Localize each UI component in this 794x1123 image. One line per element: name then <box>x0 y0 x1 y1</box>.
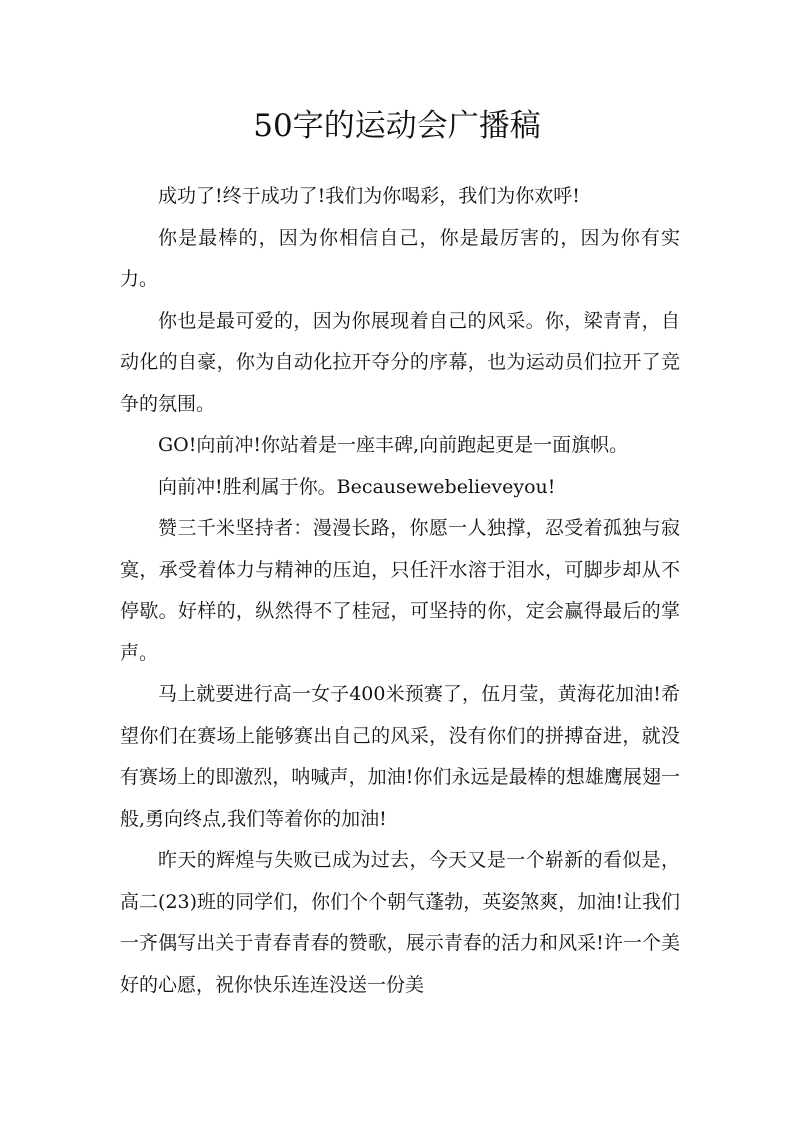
paragraph-3: 你也是最可爱的，因为你展现着自己的风采。你，梁青青，自动化的自豪，你为自动化拉开夺分的序幕，也为运动员们拉开了竞争的氛围。 <box>120 309 680 415</box>
paragraph-5: 向前冲!胜利属于你。Becausewebelieveyou! <box>158 475 556 498</box>
paragraph-6: 赞三千米坚持者：漫漫长路，你愿一人独撑，忍受着孤独与寂寞，承受着体力与精神的压迫，只任汗水溶于泪水，可脚步却从不停歇。好样的，纵然得不了桂冠，可坚持的你，定会赢得最后的掌声。 <box>120 517 680 664</box>
paragraph-2: 你是最棒的，因为你相信自己，你是最厉害的，因为你有实力。 <box>120 226 680 290</box>
paragraph-8: 昨天的辉煌与失败已成为过去，今天又是一个崭新的看似是，高二(23)班的同学们，你们个个朝气蓬勃，英姿煞爽，加油!让我们一齐偶写出关于青春青春的赞歌，展示青春的活力和风采!许一个美好的心愿，祝你快乐连连没送一份美 <box>120 849 680 996</box>
paragraph-4: GO!向前冲!你站着是一座丰碑,向前跑起更是一面旗帜。 <box>158 434 629 456</box>
document-title: 50字的运动会广播稿 <box>253 108 541 144</box>
paragraph-1: 成功了!终于成功了!我们为你喝彩，我们为你欢呼! <box>158 185 580 207</box>
paragraph-7: 马上就要进行高一女子400米预赛了，伍月莹，黄海花加油!希望你们在赛场上能够赛出自己的风采，没有你们的拼搏奋进，就没有赛场上的即激烈，呐喊声，加油!你们永远是最棒的想雄鹰展翅一般,勇向终点,我们等着你的加油! <box>120 683 680 830</box>
document-body <box>120 176 680 1006</box>
